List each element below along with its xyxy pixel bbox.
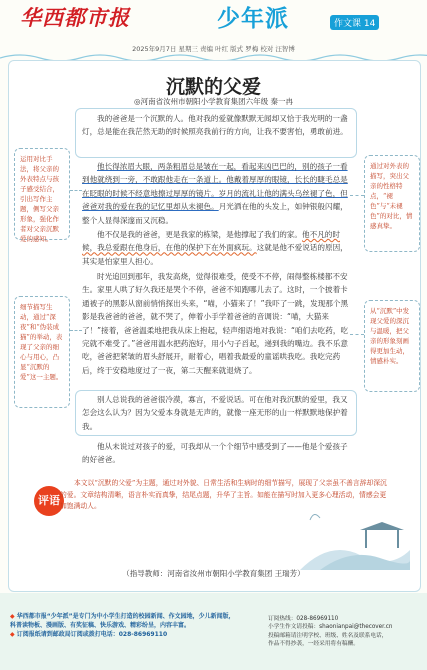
side-note-left-2: 细节描写生动，通过“深夜”和“伪装成猫”的举动，表现了父亲的细心与用心，凸显“沉默的爱”这一主题。 — [14, 296, 70, 408]
footer-info — [10, 612, 265, 639]
paragraph-3 — [82, 228, 350, 268]
side-note-right-2: 从“沉默”中发现父爱的深沉与温暖，把父亲的形象刻画得更加生动，情感朴实。 — [364, 300, 420, 392]
footer-line-3-text: 订阅报纸请到邮政局订阅或拨打电话：028-86969110 — [16, 631, 168, 638]
paragraph-4-text: 时光追回到那年，我发高烧，觉得很难受，使受不不停，闹得整栋楼都不安生。家里人哄了好久我还是哭个不停，爸爸不知跑哪儿去了。这时，一个披着卡通被子的黑影从窗前悄悄探出头来，“喵，小猫来了！”我吓了一跳，发现那个黑影是我爸爸的爸爸，就不哭了，伸着小手学着爸爸的音调说：“喵，大猫来了！”接着，爸爸温柔地把我从床上抱起，轻声细语地对我说：“咱们去吃药，吃完就不难受了。”爸爸用温水把药泡好，用小勺子舀起，递到我的嘴边。我不乐意吃，爸爸把紧皱的眉头舒展开，耐着心，唱着我最爱的童谣哄我吃。我吃完药后，终于安稳地度过了一夜，第二天醒来就退烧了。 — [82, 272, 349, 375]
paragraph-1 — [82, 112, 350, 139]
connector-left-2 — [70, 330, 82, 331]
footer-line-1: ◆ 华西都市报“少年派”是专门为中小学生打造的校园新闻、作文园地，少儿新闻版， — [10, 613, 235, 620]
teacher-comment: 本文以“沉默的父爱”为主题，通过对外貌、日常生活和生病时的细节描写，展现了父亲虽不善言辞却深沉的爱。文章结构清晰，语言朴实而真挚，结尾点题，升华了主旨。如能在描写时加入更多心理活动，情感会更加饱满动人。 — [60, 479, 387, 510]
paragraph-5 — [82, 393, 350, 433]
contact-line-4: 作品不得抄袭，一经采用将有稿酬。 — [268, 641, 359, 648]
footer-line-3: ◆ 订阅报纸请到邮政局订阅或拨打电话：028-86969110 — [10, 631, 168, 638]
paragraph-2 — [82, 160, 350, 227]
side-note-left-1: 运用对比手法，将父亲的外表特点与孩子感受结合，引出写作主题，侧写父亲形象，强化作者对父亲沉默爱的感知。 — [14, 148, 70, 240]
footer-line-2 — [10, 621, 265, 630]
comment-label-icon: 评语 — [34, 486, 64, 516]
connector-right-1 — [350, 195, 364, 196]
footer-line-2-text: 科普读物板、漫画版、有奖征稿、快乐游戏、精彩纷呈，内容丰富。 — [10, 622, 191, 629]
paragraph-4 — [82, 270, 350, 377]
contact-line-2: 小学生作文请投稿：shaonianpai@thecover.cn — [268, 624, 393, 631]
paragraph-6-text: 他从未说过对孩子的爱，可我却从一个个细节中感受到了——他是个爱孩子的好爸爸。 — [82, 442, 348, 465]
contact-line-1: 订阅热线：028-86969110 — [268, 616, 339, 622]
footer-contact — [268, 615, 418, 649]
edition-meta: 2025年9月7日 星期三 责编 叶红 版式 罗梅 校对 汪智博 — [132, 45, 295, 53]
paragraph-2-tail: 月光洒在他的头发上，如钟银般闪耀，整个人显得深邃而又沉稳。 — [82, 202, 348, 225]
connector-right-2 — [350, 334, 364, 335]
paragraph-3-b: 他不凡的时候，我总爱跟在他身后，在他的保护下在外面疯玩。 — [82, 230, 340, 253]
page-header — [0, 0, 427, 60]
paragraph-3-a: 他不仅是我的爸爸，更是我家的栋梁，是他撑起了我们的家。 — [97, 230, 303, 239]
paragraph-3-d: 这就是他不爱说话的原因，其实是怕家里人担心。 — [82, 243, 348, 266]
pavilion-illustration — [300, 500, 410, 570]
paragraph-1-text: 我的爸爸是一个沉默的人。他对我的爱就像默默无闻却又恰于我光明的一盏灯，总是能在我茫然无助的时候照亮我前行的方向，让我不要害怕，勇敢前进。 — [82, 114, 348, 137]
underlined-description: 他长得浓眉大眼，两条粗眉总是皱在一起，看起来凶巴巴的，别的孩子一看到他就绕到一旁，不敢跟他走在一条道上。他戴着厚厚的眼镜，长长的睫毛总是在眨眼的时候不经意地擦过厚厚的镜片。岁月的流礼让他的满头乌丝褪了色，但爸爸对我的爱在我的记忆里却从未褪色。 — [82, 162, 348, 212]
newspaper-brand: 华西都市报 — [20, 5, 130, 30]
paragraph-5-text: 别人总说我的爸爸很冷漠，寡言，不爱说话。可在他对我沉默的爱里，我又怎会这么认为？因为父爱本身就是无声的，就像一座无形的山一样默默地保护着我。 — [82, 395, 348, 431]
contact-line-3: 投稿邮箱请注明学校、班级、姓名及联系电话， — [268, 632, 388, 639]
footer-line-1-text: 华西都市报“少年派”是专门为中小学生打造的校园新闻、作文园地，少儿新闻版， — [16, 613, 235, 620]
page-number-badge: 作文课 14 — [330, 15, 379, 30]
paragraph-3-text — [82, 228, 350, 268]
side-note-right-1: 通过对外表的描写，突出父亲的性格特点，“褪色”与“未褪色”的对比，情感真挚。 — [364, 155, 420, 252]
article-title: 沉默的父爱 — [165, 76, 261, 98]
section-brand: 少年派 — [217, 6, 289, 32]
article-byline: ◎河南省汝州市朝阳小学教育集团六年级 秦一冉 — [134, 97, 293, 106]
connector-left-1 — [70, 190, 82, 191]
paragraph-2-text — [82, 160, 350, 227]
paragraph-6 — [82, 440, 350, 467]
teacher-guide: （指导教师：河南省汝州市朝阳小学教育集团 王瑞芳） — [122, 569, 305, 578]
